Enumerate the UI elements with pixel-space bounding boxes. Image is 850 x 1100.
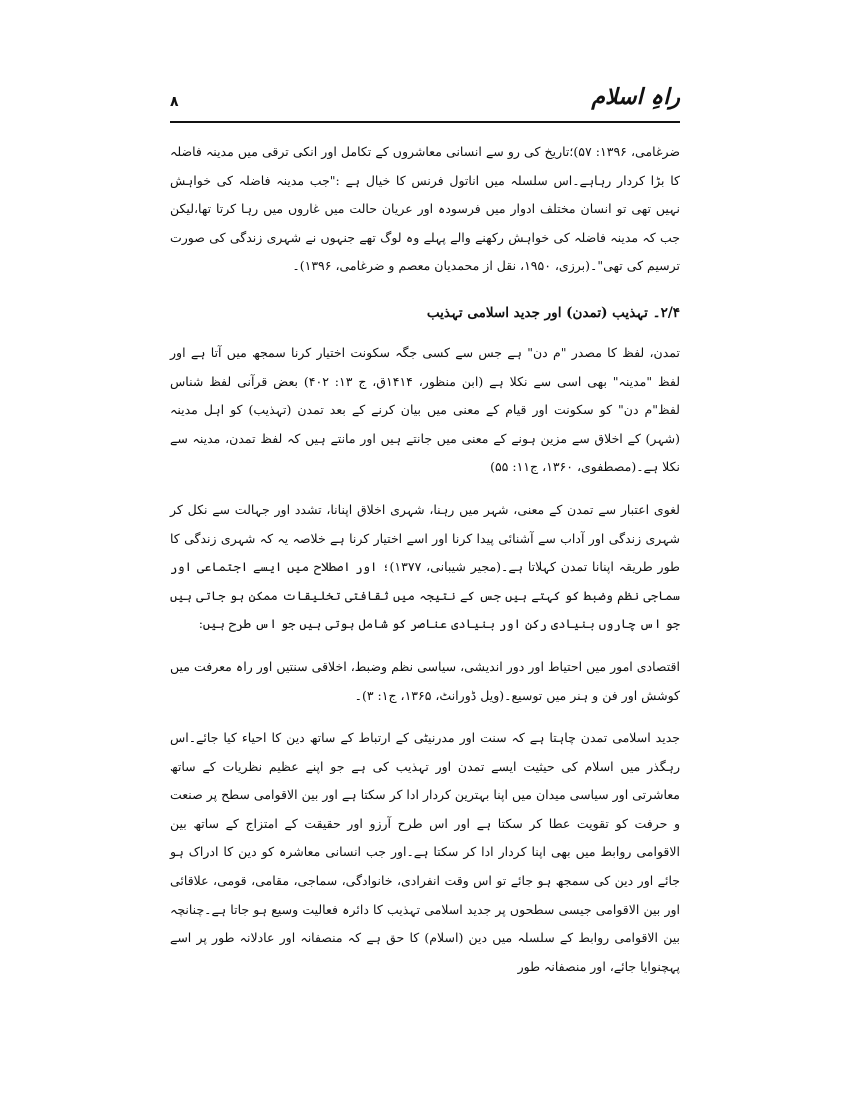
header-rule (170, 121, 680, 123)
paragraph-definition: لغوی اعتبار سے تمدن کے معنی، شہر میں رہنا، شہری اخلاق اپنانا، تشدد اور جہالت سے نکل کر شہری زندگی اور آداب سے آشنائی پیدا کرنا اور اسے اختیار کرنا ہے خلاصہ یہ کہ شہری زندگی کا طور طریقہ اپنانا تمدن کہلاتا ہے۔(مجیر شیبانی، ۱۳۷۷)؛ اور اصطلاح میں ایسے اجتماعی اور سماجی نظم وضبط کو کہتے ہیں جس کے نتیجہ میں ثقافتی تخلیقات ممکن ہو جاتی ہیں جو اس چاروں بنیادی رکن اور بنیادی عناصر کو شامل ہوتی ہیں جو اس طرح ہیں: (170, 501, 680, 632)
paragraph-etymology: تمدن، لفظ کا مصدر "م دن" ہے جس سے کسی جگہ سکونت اختیار کرنا سمجھ میں آتا ہے اور لفظ "مدینہ" بھی اسی سے نکلا ہے (ابن منظور، ۱۴۱۴ق، ج ۱۳: ۴۰۲) بعض قرآنی لفظ شناس لفظ"م دن" کو سکونت اور قیام کے معنی میں بیان کرنے کے بعد تمدن (تہذیب) کو اہل مدینہ (شہر) کے اخلاق سے مزین ہونے کے معنی میں جانتے ہیں اور مانتے ہیں کہ لفظ تمدن، مدینہ سے نکلا ہے۔(مصطفوی، ۱۳۶۰، ج۱۱: ۵۵) (170, 344, 680, 475)
section-heading: ۲/۴۔ تہذیب (تمدن) اور جدید اسلامی تہذیب (426, 304, 680, 321)
page-number: ٨ (170, 94, 179, 110)
journal-name: راہِ اسلام (591, 84, 680, 110)
paragraph-modern-civilization: جدید اسلامی تمدن چاہتا ہے کہ سنت اور مدرنیٹی کے ارتباط کے ساتھ دین کا احیاء کیا جائے۔اس رہگذر میں اسلام کی حیثیت ایسے تمدن اور تہذیب کی ہے جو اپنے عظیم نظریات کے ساتھ معاشرتی اور سیاسی میدان میں اپنا بہترین کردار ادا کر سکتا ہے اور بین الاقوامی سطح پر صنعت و حرفت کو تقویت عطا کر سکتا ہے اور اس طرح آرزو اور حقیقت کے امتزاج کے ساتھ بین الاقوامی روابط میں بھی اپنا کردار ادا کر سکتا ہے۔اور جب انسانی معاشرہ کو دین کا ادراک ہو جائے اور دین کی سمجھ ہو جائے تو اس وقت انفرادی، خانوادگی، سماجی، مقامی، قومی، علاقائی اور بین الاقوامی جیسی سطحوں پر جدید اسلامی تہذیب کا دائرہ فعالیت وسیع ہو جاتا ہے۔چنانچہ بین الاقوامی روابط کے سلسلہ میں دین (اسلام) کا حق ہے کہ منصفانہ اور عادلانہ طور پر اسے پہچنوایا جائے، اور منصفانہ طور (170, 730, 680, 974)
paragraph-intro: ضرغامی، ۱۳۹۶: ۵۷)؛تاریخ کی رو سے انسانی معاشروں کے تکامل اور انکی ترقی میں مدینہ فاضلہ کا بڑا کردار رہاہے۔اس سلسلہ میں اناتول فرنس کا خیال ہے :"جب مدینہ فاضلہ کی خواہش نہیں تھی تو انسان مختلف ادوار میں فرسودہ اور عریان حالت میں غاروں میں رہا کرتا تھا،لیکن جب کہ مدینہ فاضلہ کی خواہش رکھنے والے پہلے وہ لوگ تھے جنہوں نے شہری زندگی کی صورت ترسیم کی تھی"۔(برزی، ۱۹۵۰، نقل از محمدیان معصم و ضرغامی، ۱۳۹۶)۔ (170, 144, 680, 274)
paragraph-elements: اقتصادی امور میں احتیاط اور دور اندیشی، سیاسی نظم وضبط، اخلاقی سنتیں اور راہ معرفت میں کوشش اور فن و ہنر میں توسیع۔(ویل ڈورانٹ، ۱۳۶۵، ج۱: ۳)۔ (170, 658, 680, 703)
article-body (170, 138, 680, 995)
page-header (170, 82, 680, 120)
